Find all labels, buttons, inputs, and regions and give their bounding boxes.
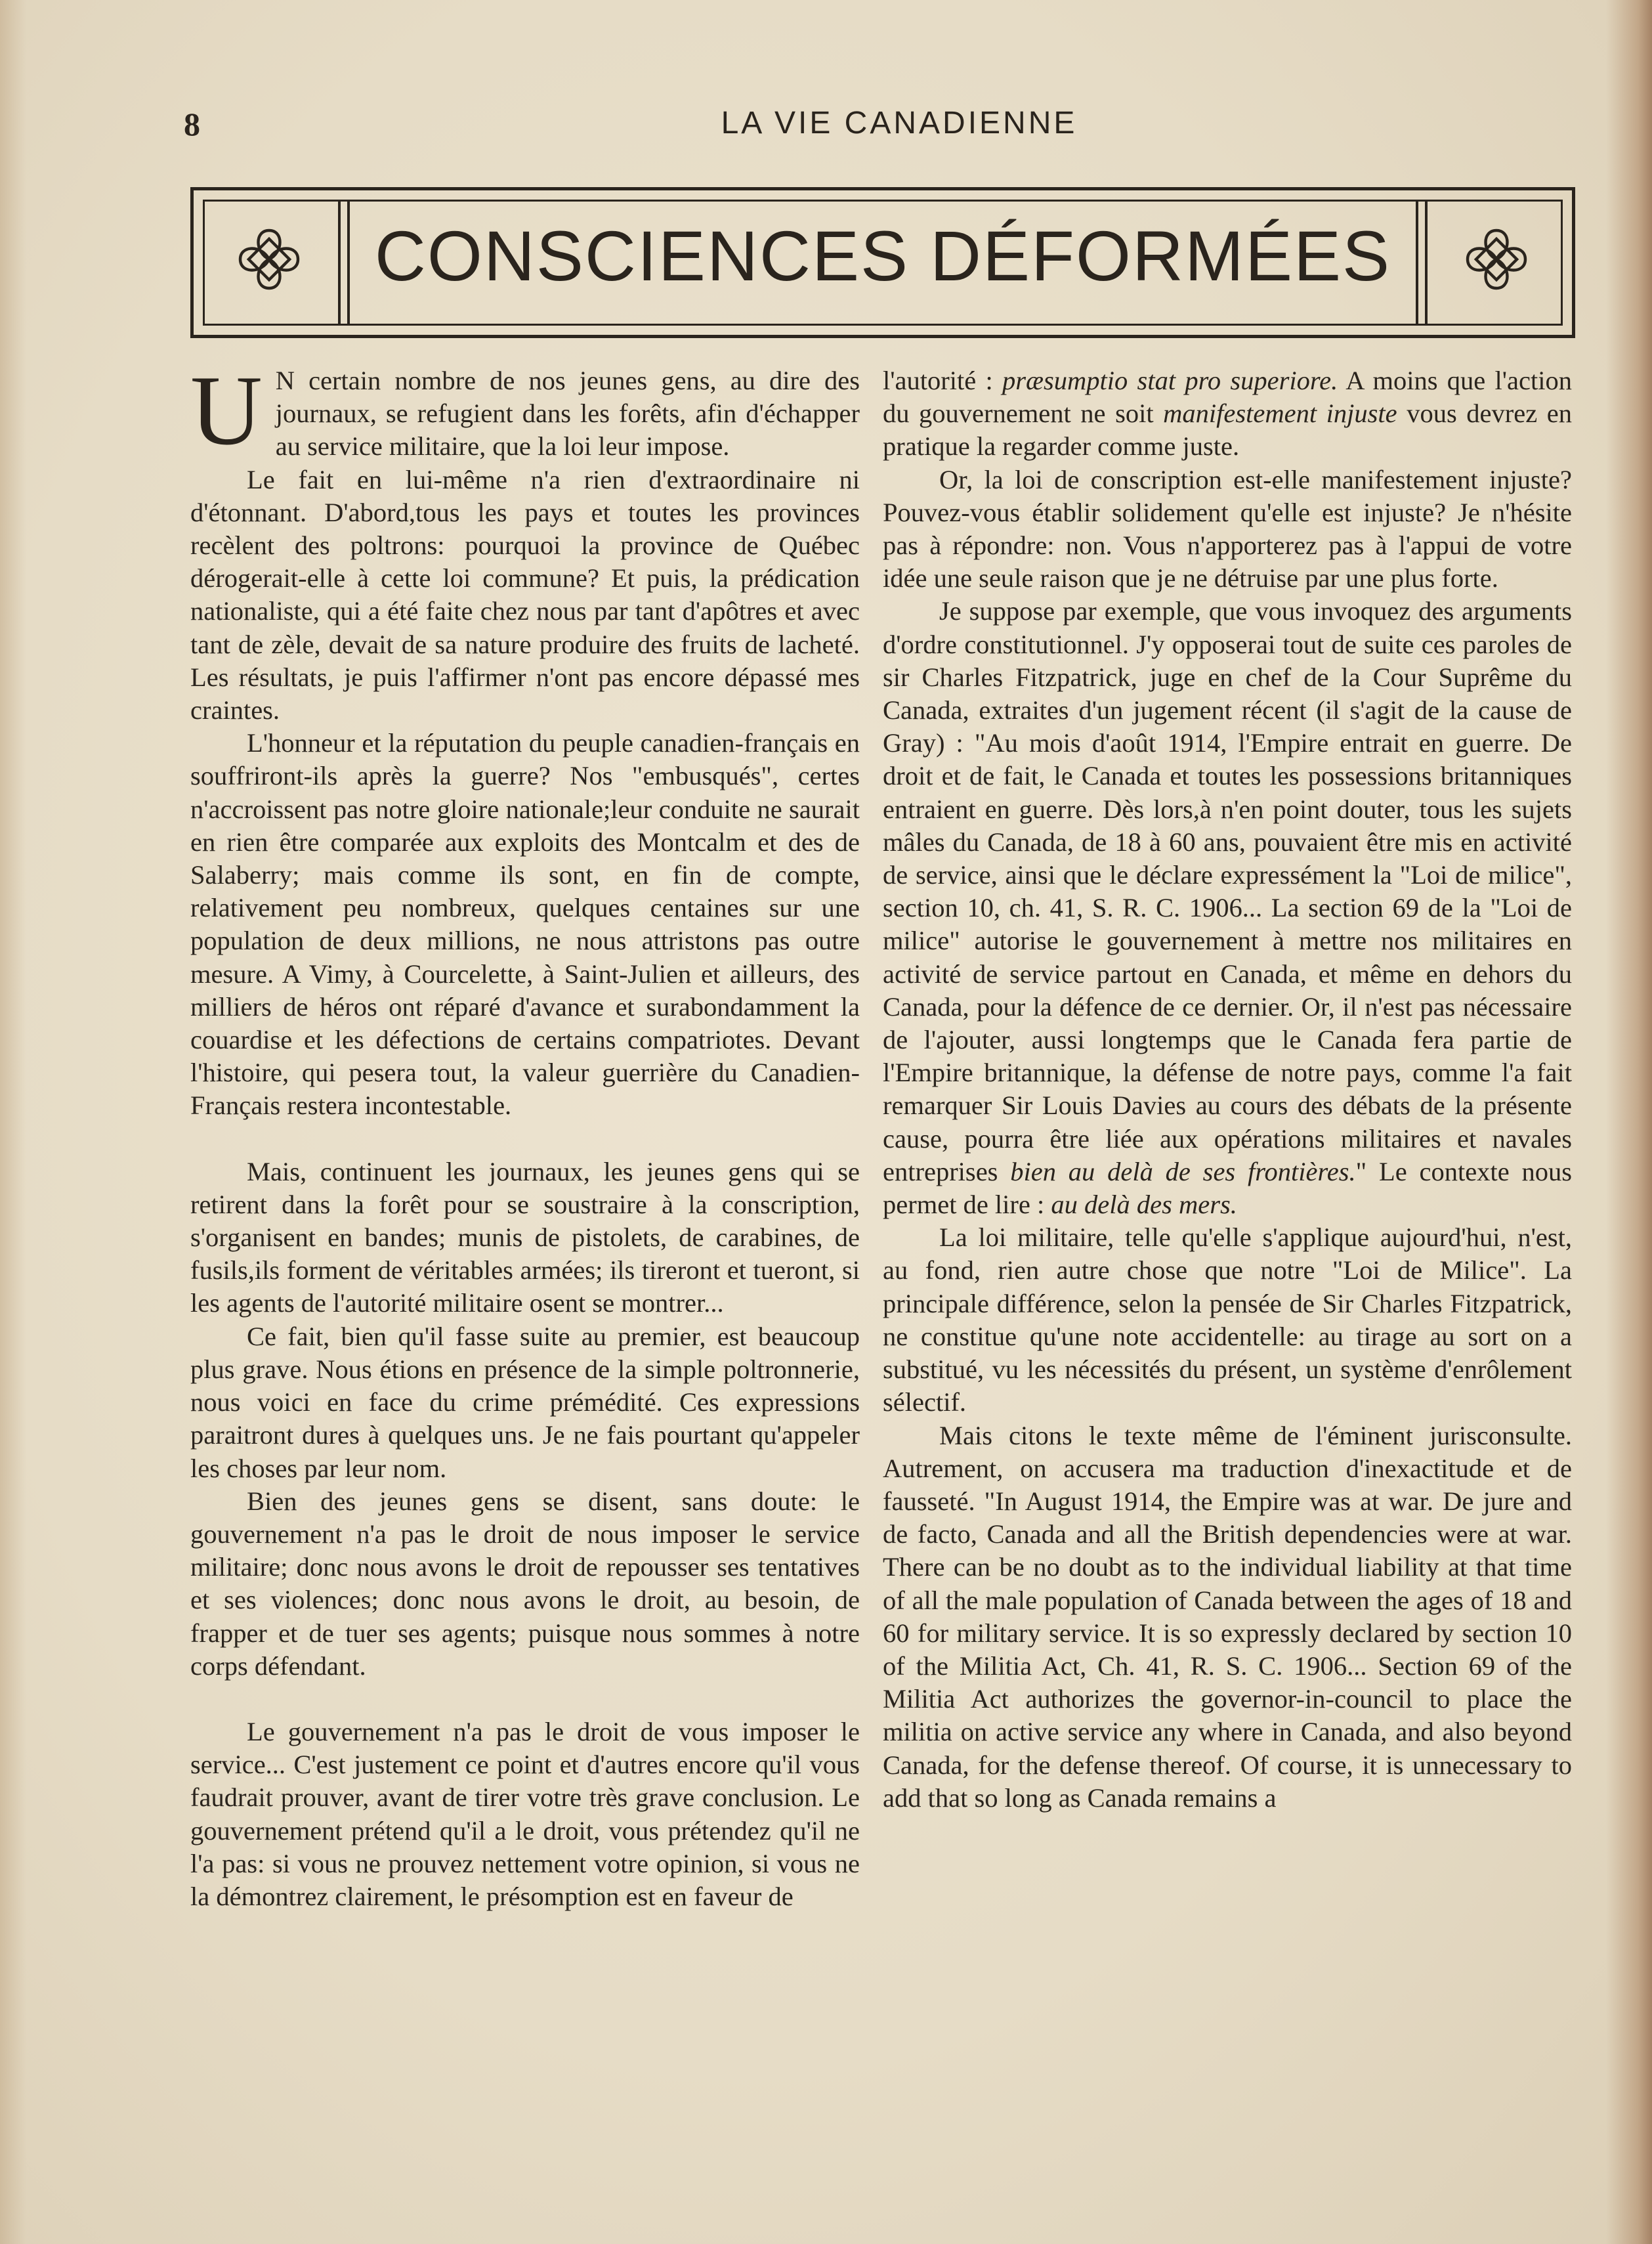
paragraph: Bien des jeunes gens se disent, sans doute: le gouvernement n'a pas le droit de nous imposer le service militaire; donc nous avons le droit de repousser ses tentatives et ses violences; donc nous avons le droit, au besoin, de frapper et de tuer ses agents; puisque nous sommes à notre corps défendant. xyxy=(190,1486,860,1681)
paragraph: Le gouvernement n'a pas le droit de vous imposer le service... C'est justement ce point et d'autres encore qu'il vous faudrait prouver, avant de tirer votre très grave conclusion. Le gouvernement prétend qu'il a le droit, vous prétendez qu'il ne l'a pas: si vous ne prouvez nettement votre opinion, si vous ne la démontrez clairement, le présomption est en faveur de xyxy=(190,1716,860,1911)
running-title: LA VIE CANADIENNE xyxy=(721,106,1078,140)
drop-cap: U xyxy=(190,355,263,465)
page-shadow-left xyxy=(0,0,26,2244)
text-run: vous devrez en pratique la regarder comme juste. xyxy=(883,399,1572,462)
emphasis: bien au delà de ses frontières. xyxy=(1010,1156,1356,1186)
text-run: A moins que l'action du gouvernement ne soit xyxy=(883,366,1572,429)
paragraph xyxy=(190,355,860,465)
paragraph: L'honneur et la réputation du peuple canadien-français en souffriront-ils après la guerre? Nos "embusqués", certes n'accroissent pas notre gloire nationale;leur conduite ne saurait en rien être comparée aux exploits des Montcalm et des de Salaberry; mais comme ils sont, en fin de compte, relativement peu nombreux, quelques centaines sur une population de deux millions, ne nous attristons pas outre mesure. A Vimy, à Courcelette, à Saint-Julien et ailleurs, des milliers de héros ont réparé d'avance et surabondamment la couardise et les défections de certains compatriotes. Devant l'histoire, qui pesera tout, la valeur guerrière du Canadien-Français restera incontestable. xyxy=(190,728,860,1121)
paragraph xyxy=(883,595,1572,1221)
paragraph xyxy=(883,364,1572,464)
emphasis: au delà des mers. xyxy=(1051,1190,1237,1220)
paragraph: Le fait en lui-même n'a rien d'extraordinaire ni d'étonnant. D'abord,tous les pays et toutes les provinces recèlent des poltrons: pourquoi la province de Québec dérogerait-elle à cette loi commune? Et puis, la prédication nationaliste, qui a été faite chez nous par tant d'apôtres et avec tant de zèle, devait de sa nature produire des fruits de lacheté. Les résultats, je puis l'affirmer n'ont pas encore dépassé mes craintes. xyxy=(190,464,860,725)
title-divider-right xyxy=(1416,200,1428,326)
title-divider-left xyxy=(338,200,350,326)
page-number: 8 xyxy=(184,106,200,142)
celtic-knot-icon xyxy=(233,223,305,295)
page-header xyxy=(184,105,1615,151)
text-run: " Le contexte nous permet de lire : xyxy=(883,1156,1572,1220)
article-title: CONSCIENCES DÉFORMÉES xyxy=(374,216,1391,295)
paragraph: Mais, continuent les journaux, les jeunes gens qui se retirent dans la forêt pour se soustraire à la conscription, s'organisent en bandes; munis de pistolets, de carabines, de fusils,ils forment de véritables armées; ils tireront et tueront, si les agents de l'autorité militaire osent se montrer... xyxy=(190,1156,860,1318)
page-shadow-right xyxy=(1606,0,1652,2244)
text-run: Je suppose par exemple, que vous invoquez des arguments d'ordre constitutionnel. J'y opposerai tout de suite ces paroles de sir Charles Fitzpatrick, juge en chef de la Cour Suprême du Canada, extraites d'un jugement récent (il s'agit de la cause de Gray) : "Au mois d'août 1914, l'Empire entrait en guerre. De droit et de fait, le Canada et toutes les possessions britanniques entraient en guerre. Dès lors,à n'en point douter, tous les sujets mâles du Canada, de 18 à 60 ans, pouvaient être mis en activité de service, ainsi que le déclare expressément la "Loi de milice", section 10, ch. 41, S. R. C. 1906... La section 69 de la "Loi de milice" autorise le gouvernement à mettre nos militaires en activité de service partout en Canada, et même en dehors du Canada, pour la défence de ce dernier. Or, il n'est pas nécessaire de l'ajouter, aussi longtemps que le Canada fera partie de l'Empire britannique, la défense de notre pays, comme l'a fait remarquer Sir Louis Davies au cours des débats de la présente cause, pourra être liée aux opérations militaires et navales entreprises xyxy=(883,596,1572,1186)
paragraph-text: N certain nombre de nos jeunes gens, au dire des journaux, se refugient dans les forêts, afin d'échapper au service militaire, que la loi leur impose. xyxy=(275,366,860,462)
paragraph: La loi militaire, telle qu'elle s'applique aujourd'hui, n'est, au fond, rien autre chose que notre "Loi de Milice". La principale différence, selon la pensée de Sir Charles Fitzpatrick, ne constitue qu'une note accidentelle: au tirage au sort on a substitué, vu les nécessités du présent, un système d'enrôlement sélectif. xyxy=(883,1222,1572,1417)
right-column xyxy=(883,364,1572,1815)
emphasis: manifestement injuste xyxy=(1163,399,1397,429)
text-run: l'autorité : xyxy=(883,366,1003,395)
paragraph: Or, la loi de conscription est-elle manifestement injuste? Pouvez-vous établir solidement qu'elle est injuste? Je n'hésite pas à répondre: non. Vous n'apporterez pas à l'appui de votre idée une seule raison que je ne détruise par une plus forte. xyxy=(883,464,1572,593)
paragraph: Ce fait, bien qu'il fasse suite au premier, est beaucoup plus grave. Nous étions en présence de la simple poltronnerie, nous voici en face du crime prémédité. Ces expressions paraitront dures à quelques uns. Je ne fais pourtant qu'appeler les choses par leur nom. xyxy=(190,1321,860,1483)
paragraph: Mais citons le texte même de l'éminent jurisconsulte. Autrement, on accusera ma traduction d'inexactitude et de fausseté. "In August 1914, the Empire was at war. De jure and de facto, Canada and all the British dependencies were at war. There can be no doubt as to the individual liability at that time of all the male population of Canada between the ages of 18 and 60 for military service. It is so expressly declared by section 10 of the Militia Act, Ch. 41, R. S. C. 1906... Section 69 of the Militia Act authorizes the governor-in-council to place the militia on active service any where in Canada, and also beyond Canada, for the defense thereof. Of course, it is unnecessary to add that so long as Canada remains a xyxy=(883,1420,1572,1813)
article-title-frame xyxy=(190,187,1575,338)
left-column xyxy=(190,355,860,1913)
celtic-knot-icon xyxy=(1460,223,1533,295)
latin-phrase: præsumptio stat pro superiore. xyxy=(1002,366,1338,395)
